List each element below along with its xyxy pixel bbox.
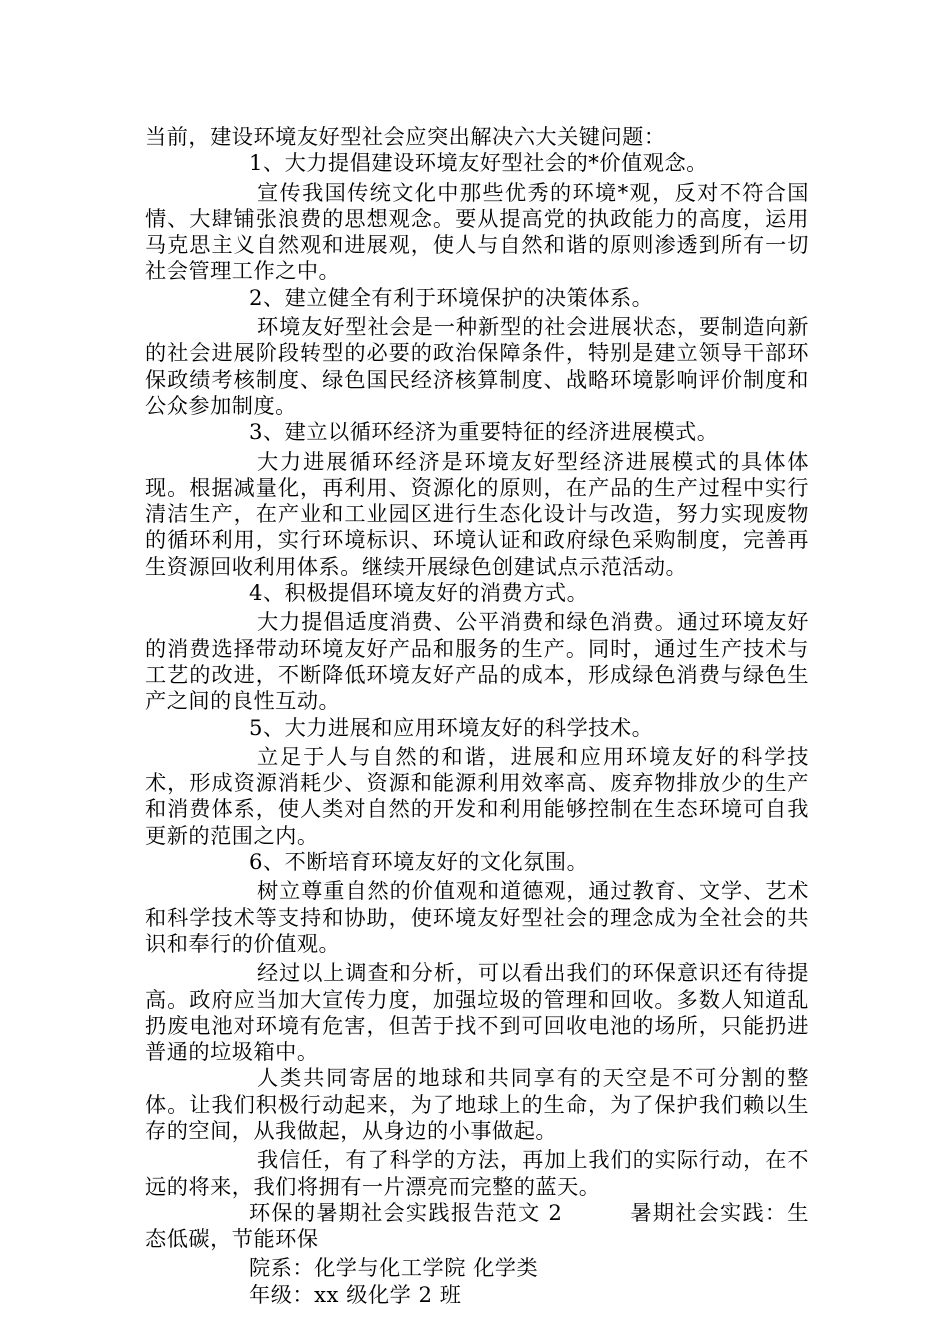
section-body-1: 宣传我国传统文化中那些优秀的环境*观，反对不符合国情、大肆铺张浪费的思想观念。要从提高党的执政能力的高度，运用马克思主义自然观和进展观，使人与自然和谐的原则渗透到所有一切社会管理工作之中。	[145, 179, 809, 284]
section-body-4: 大力提倡适度消费、公平消费和绿色消费。通过环境友好的消费选择带动环境友好产品和服务的生产。同时，通过生产技术与工艺的改进，不断降低环境友好产品的成本，形成绿色消费与绿色生产之间的良性互动。	[145, 609, 809, 714]
conclusion-paragraph-2: 人类共同寄居的地球和共同享有的天空是不可分割的整体。让我们积极行动起来，为了地球上的生命，为了保护我们赖以生存的空间，从我做起，从身边的小事做起。	[145, 1065, 809, 1143]
section-heading-1: 1、大力提倡建设环境友好型社会的*价值观念。	[249, 150, 708, 176]
grade-line: 年级：xx 级化学 2 班	[249, 1281, 462, 1307]
intro-paragraph: 当前，建设环境友好型社会应突出解决六大关键问题：	[145, 124, 666, 149]
section-body-2: 环境友好型社会是一种新型的社会进展状态，要制造向新的社会进展阶段转型的必要的政治保障条件，特别是建立领导干部环保政绩考核制度、绿色国民经济核算制度、战略环境影响评价制度和公众参加制度。	[145, 314, 809, 418]
section-body-3: 大力进展循环经济是环境友好型经济进展模式的具体体现。根据减量化，再利用、资源化的原则，在产品的生产过程中实行清洁生产，在产业和工业园区进行生态化设计与改造，努力实现废物的循环利用，实行环境标识、环境认证和政府绿色采购制度，完善再生资源回收利用体系。继续开展绿色创建试点示范活动。	[145, 448, 809, 579]
section-heading-4: 4、积极提倡环境友好的消费方式。	[249, 580, 589, 606]
section-body-5: 立足于人与自然的和谐，进展和应用环境友好的科学技术，形成资源消耗少、资源和能源利用效率高、废弃物排放少的生产和消费体系，使人类对自然的开发和利用能够控制在生态环境可自我更新的范围之内。	[145, 743, 809, 848]
section-heading-6: 6、不断培育环境友好的文化氛围。	[249, 849, 589, 875]
section-heading-3: 3、建立以循环经济为重要特征的经济进展模式。	[249, 419, 719, 445]
section-heading-2: 2、建立健全有利于环境保护的决策体系。	[249, 284, 654, 310]
conclusion-paragraph-1: 经过以上调查和分析，可以看出我们的环保意识还有待提高。政府应当加大宣传力度，加强垃圾的管理和回收。多数人知道乱扔废电池对环境有危害，但苦于找不到可回收电池的场所，只能扔进普通的垃圾箱中。	[145, 960, 809, 1065]
conclusion-paragraph-3: 我信任，有了科学的方法，再加上我们的实际行动，在不远的将来，我们将拥有一片漂亮而完整的蓝天。	[145, 1147, 809, 1199]
document-body	[145, 124, 809, 1308]
department-line: 院系：化学与化工学院 化学类	[249, 1255, 539, 1281]
next-report-title: 环保的暑期社会实践报告范文 2 暑期社会实践：生态低碳，节能环保	[145, 1199, 809, 1252]
section-body-6: 树立尊重自然的价值观和道德观，通过教育、文学、艺术和科学技术等支持和协助，使环境友好型社会的理念成为全社会的共识和奉行的价值观。	[145, 878, 809, 956]
section-heading-5: 5、大力进展和应用环境友好的科学技术。	[249, 714, 654, 740]
